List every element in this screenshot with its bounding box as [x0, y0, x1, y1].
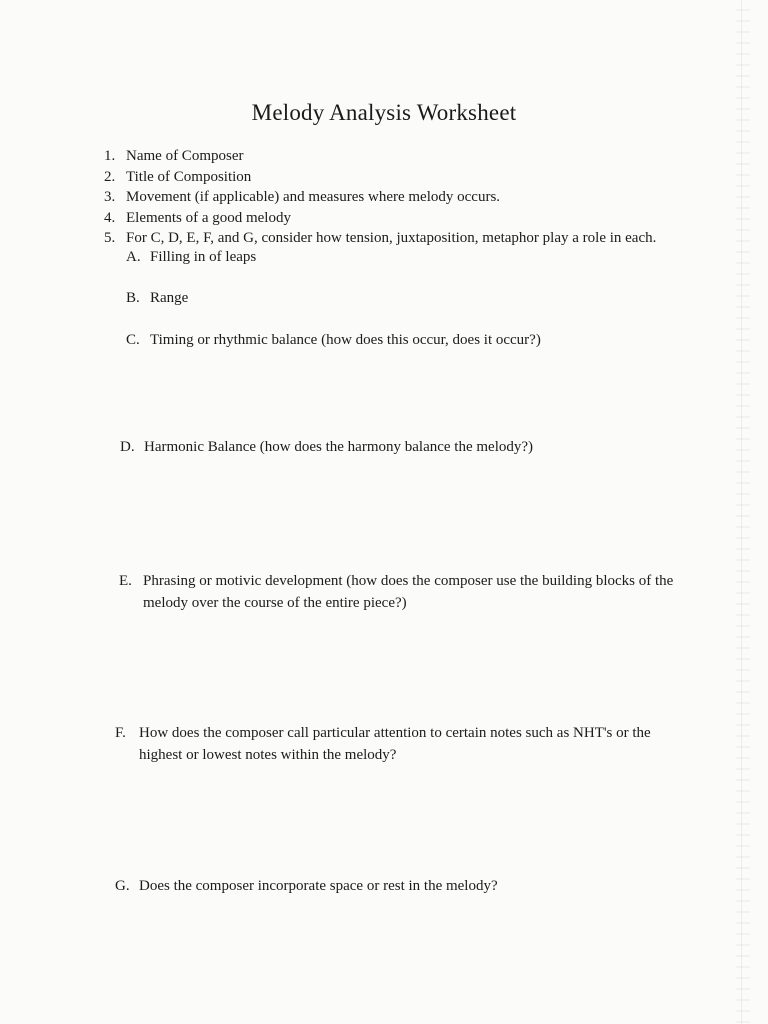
sub-item-c: [126, 330, 541, 352]
sub-item-text: Timing or rhythmic balance (how does this occur, does it occur?): [150, 332, 541, 348]
sub-item-letter: D.: [120, 439, 135, 455]
sub-item-b: [126, 288, 188, 310]
numbered-list: [104, 146, 656, 249]
item-text: For C, D, E, F, and G, consider how tension, juxtaposition, metaphor play a role in each.: [126, 230, 657, 247]
numbered-item-2: [104, 167, 656, 188]
sub-item-text-continued: highest or lowest notes within the melody?: [139, 746, 397, 763]
sub-item-letter: C.: [126, 332, 140, 348]
item-number: 4.: [104, 209, 116, 226]
sub-item-text: Filling in of leaps: [150, 249, 257, 265]
sub-item-text: How does the composer call particular attention to certain notes such as NHT's or the: [139, 725, 651, 741]
sub-item-letter: A.: [126, 249, 141, 265]
sub-item-letter: E.: [119, 573, 132, 589]
numbered-item-4: [104, 208, 656, 229]
sub-item-letter: F.: [115, 725, 126, 741]
sub-item-a: [126, 247, 256, 269]
item-number: 2.: [104, 168, 116, 185]
item-number: 5.: [104, 230, 116, 247]
numbered-item-1: [104, 146, 656, 167]
numbered-item-3: [104, 187, 656, 208]
sub-item-text: Range: [150, 290, 189, 306]
item-number: 1.: [104, 148, 116, 164]
item-text: Movement (if applicable) and measures where melody occurs.: [126, 189, 501, 206]
item-text: Name of Composer: [126, 148, 244, 164]
worksheet-title: Melody Analysis Worksheet: [251, 100, 517, 125]
numbered-item-5: [104, 228, 656, 249]
sub-item-text: Does the composer incorporate space or rest in the melody?: [139, 878, 498, 894]
sub-item-text: Harmonic Balance (how does the harmony balance the melody?): [144, 439, 534, 455]
sub-item-g: [115, 876, 498, 898]
sub-item-letter: B.: [126, 290, 140, 306]
sub-item-text: Phrasing or motivic development (how does the composer use the building blocks of the: [143, 573, 674, 589]
item-text: Title of Composition: [126, 168, 252, 185]
item-number: 3.: [104, 189, 116, 206]
scan-edge-texture: [736, 0, 750, 1024]
sub-item-e: [119, 571, 673, 614]
scan-edge-line: [741, 0, 742, 1024]
sub-item-letter: G.: [115, 878, 130, 894]
sub-item-f: [115, 723, 651, 766]
sub-item-text-continued: melody over the course of the entire piece?): [143, 594, 407, 611]
sub-item-d: [120, 437, 533, 459]
item-text: Elements of a good melody: [126, 209, 291, 226]
